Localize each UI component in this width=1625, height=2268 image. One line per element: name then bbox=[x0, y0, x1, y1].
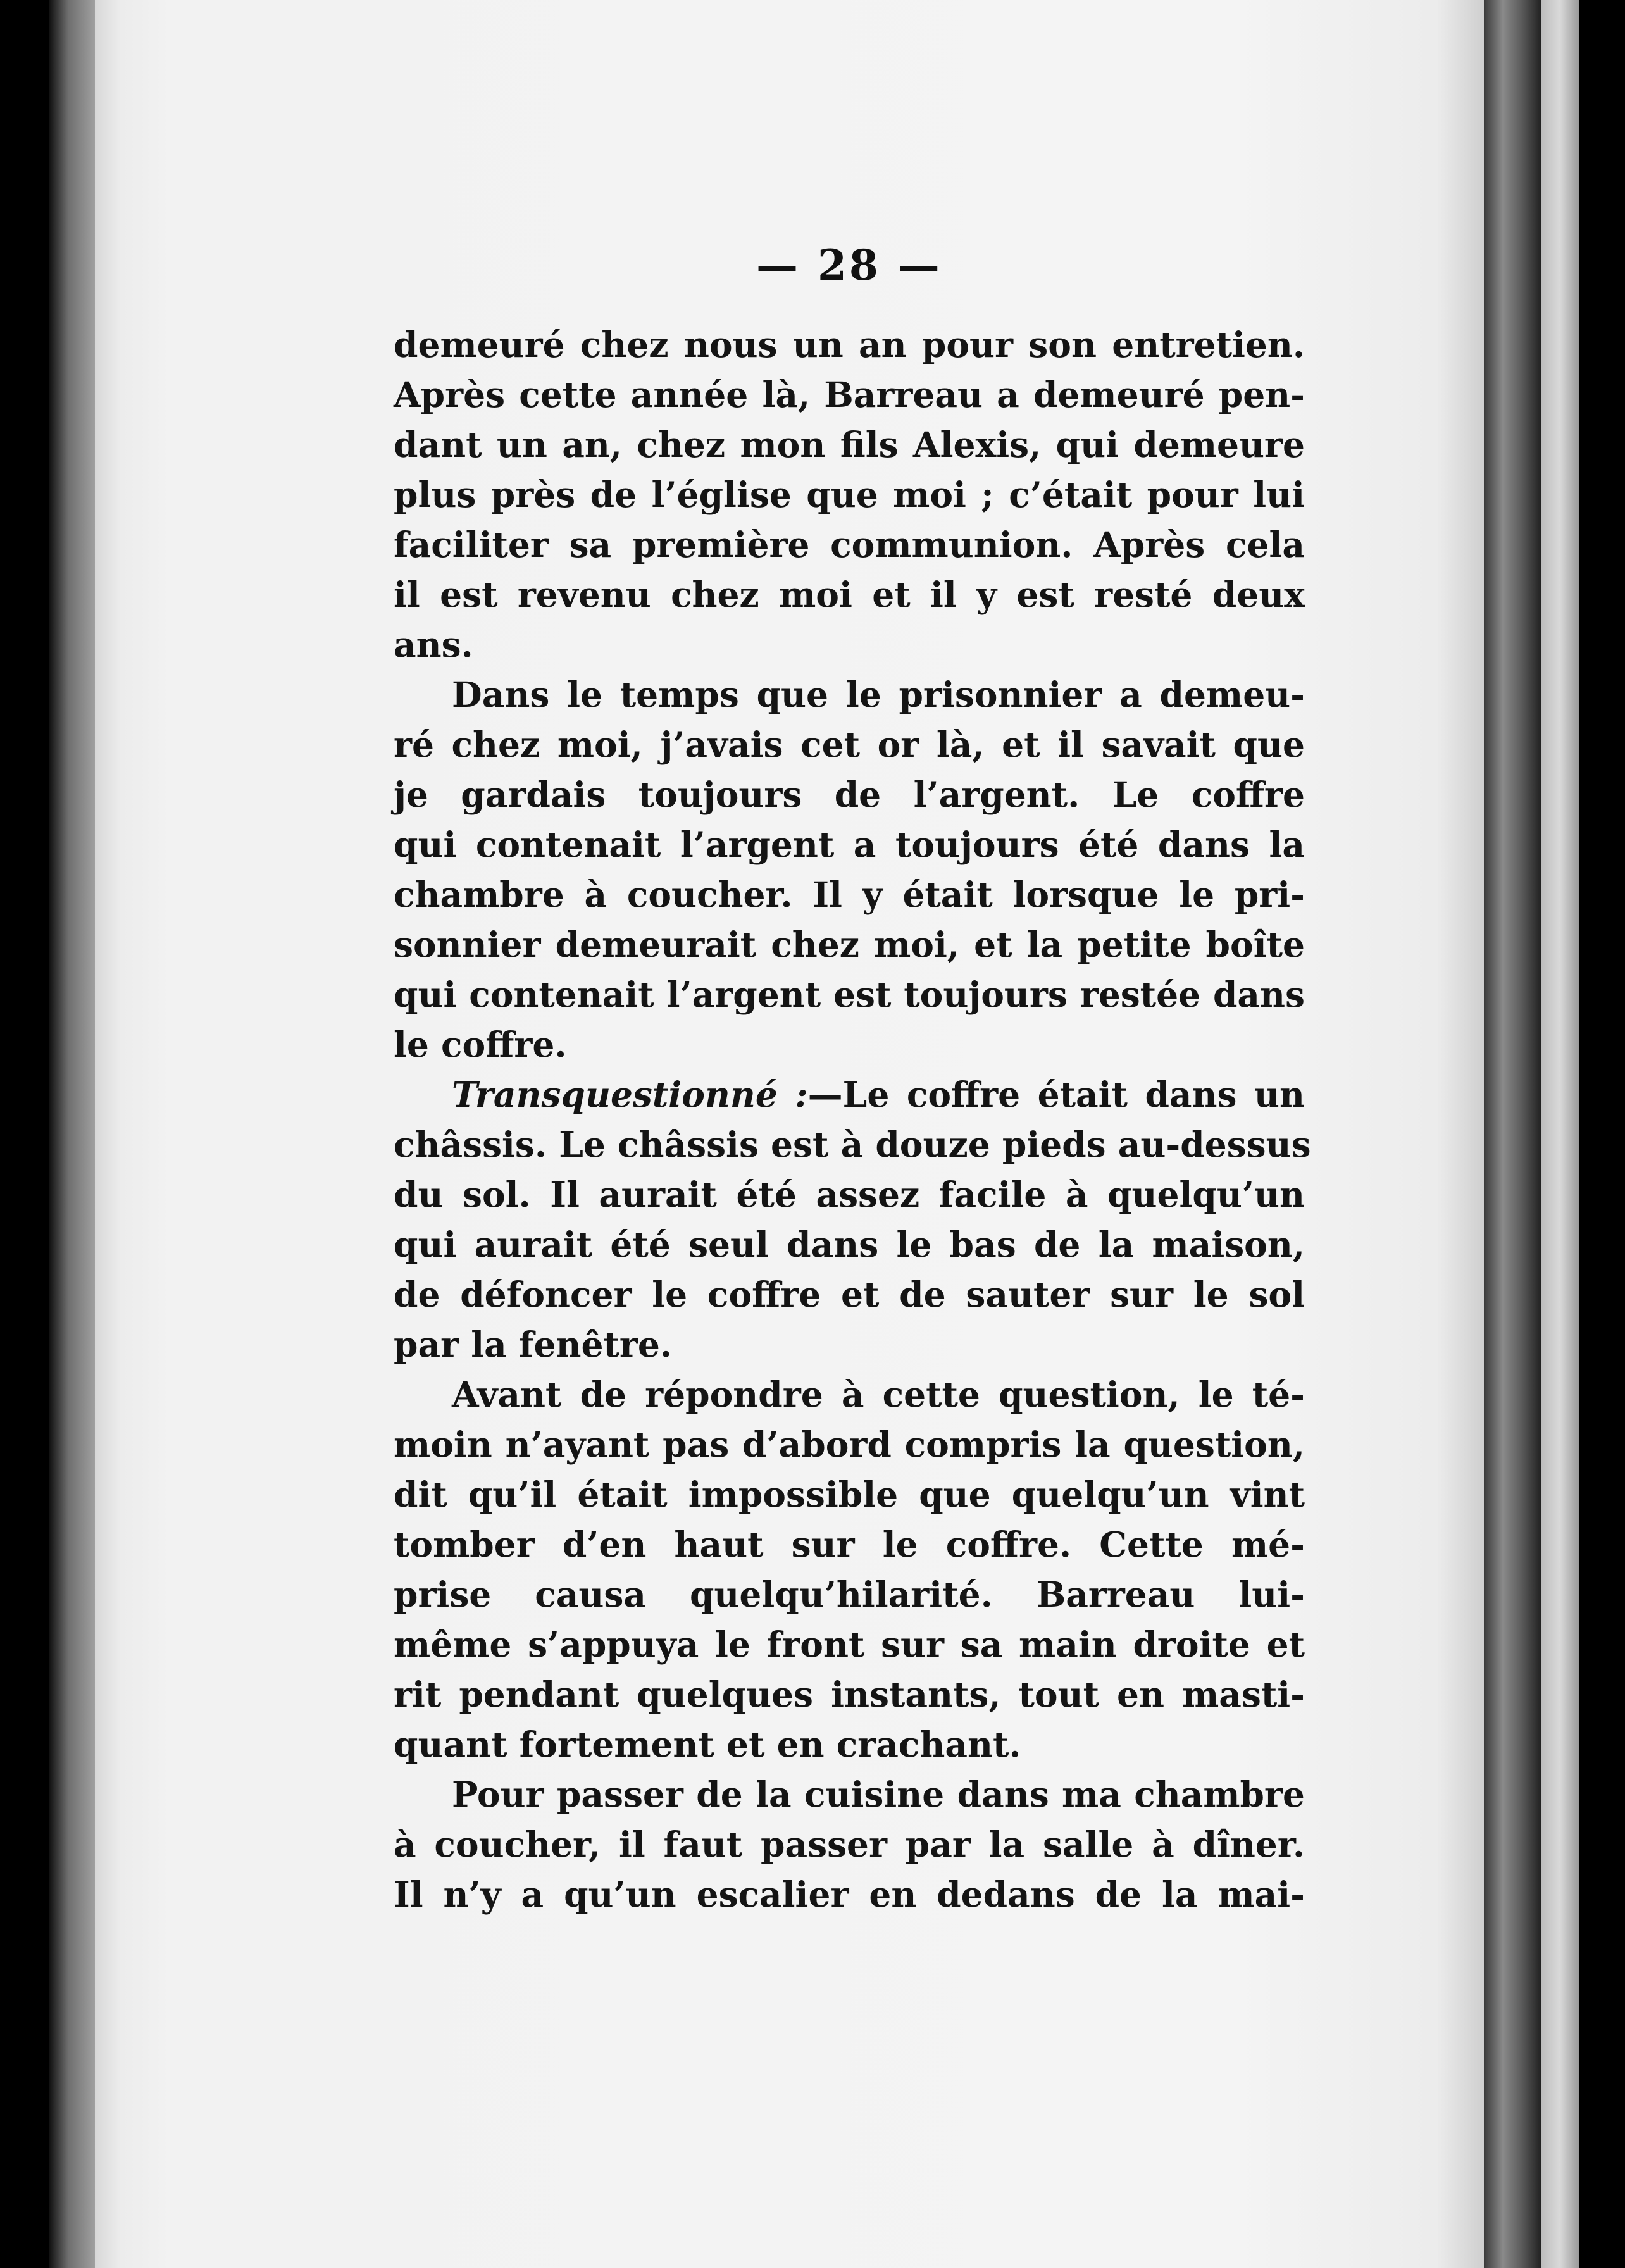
page-left-edge bbox=[49, 0, 95, 2268]
text-line: rit pendant quelques instants, tout en masti- bbox=[394, 1674, 1305, 1715]
text-line: faciliter sa première communion. Après cela bbox=[394, 524, 1305, 565]
page-number: — 28 — bbox=[756, 240, 942, 290]
text-line: qui contenait l’argent a toujours été dans la bbox=[394, 824, 1305, 865]
paragraph bbox=[394, 1069, 1311, 1369]
text-line: même s’appuya le front sur sa main droite et bbox=[394, 1624, 1305, 1665]
binding-edge bbox=[1484, 0, 1541, 2268]
text-line: quant fortement et en crachant. bbox=[394, 1724, 1021, 1765]
text-line: Dans le temps que le prisonnier a demeu- bbox=[452, 674, 1305, 715]
text-line: dant un an, chez mon fils Alexis, qui demeure bbox=[394, 424, 1305, 465]
text-line: demeuré chez nous un an pour son entretien. bbox=[394, 324, 1305, 365]
text-line: plus près de l’église que moi ; c’était pour lui bbox=[394, 474, 1305, 515]
text-line: de défoncer le coffre et de sauter sur le sol bbox=[394, 1274, 1305, 1315]
text-span: —Le coffre était dans un bbox=[807, 1074, 1305, 1115]
paragraph bbox=[394, 1369, 1305, 1769]
text-line: je gardais toujours de l’argent. Le coffre bbox=[394, 774, 1305, 815]
text-line: prise causa quelqu’hilarité. Barreau lui- bbox=[394, 1574, 1305, 1615]
text-line: par la fenêtre. bbox=[394, 1324, 673, 1365]
text-line: qui contenait l’argent est toujours restée dans bbox=[394, 974, 1305, 1015]
paragraph bbox=[394, 1769, 1305, 1919]
text-line: Avant de répondre à cette question, le té- bbox=[452, 1374, 1305, 1415]
text-line bbox=[394, 1069, 1305, 1119]
text-line: Après cette année là, Barreau a demeuré pen- bbox=[394, 374, 1305, 415]
text-line: tomber d’en haut sur le coffre. Cette mé- bbox=[394, 1524, 1305, 1565]
cross-examination-label: Transquestionné : bbox=[452, 1074, 808, 1115]
text-line: sonnier demeurait chez moi, et la petite boîte bbox=[394, 924, 1305, 965]
text-line: à coucher, il faut passer par la salle à dîner. bbox=[394, 1824, 1305, 1865]
text-line: le coffre. bbox=[394, 1024, 567, 1065]
binding-edge-outer bbox=[1541, 0, 1579, 2268]
text-line: moin n’ayant pas d’abord compris la question, bbox=[394, 1424, 1305, 1465]
paragraph bbox=[394, 670, 1305, 1069]
text-line: châssis. Le châssis est à douze pieds au-dessus bbox=[394, 1124, 1311, 1165]
text-line: du sol. Il aurait été assez facile à quelqu’un bbox=[394, 1174, 1305, 1215]
paragraph bbox=[394, 320, 1305, 670]
text-line: ré chez moi, j’avais cet or là, et il savait que bbox=[394, 724, 1305, 765]
text-line: Pour passer de la cuisine dans ma chambre bbox=[452, 1774, 1305, 1815]
body-text bbox=[394, 320, 1311, 1919]
text-line: dit qu’il était impossible que quelqu’un vint bbox=[394, 1474, 1305, 1515]
text-line: Il n’y a qu’un escalier en dedans de la mai- bbox=[394, 1874, 1305, 1915]
text-line: qui aurait été seul dans le bas de la maison, bbox=[394, 1224, 1305, 1265]
text-line: il est revenu chez moi et il y est resté deux bbox=[394, 574, 1305, 615]
text-line: chambre à coucher. Il y était lorsque le pri- bbox=[394, 874, 1305, 915]
text-line: ans. bbox=[394, 624, 473, 665]
